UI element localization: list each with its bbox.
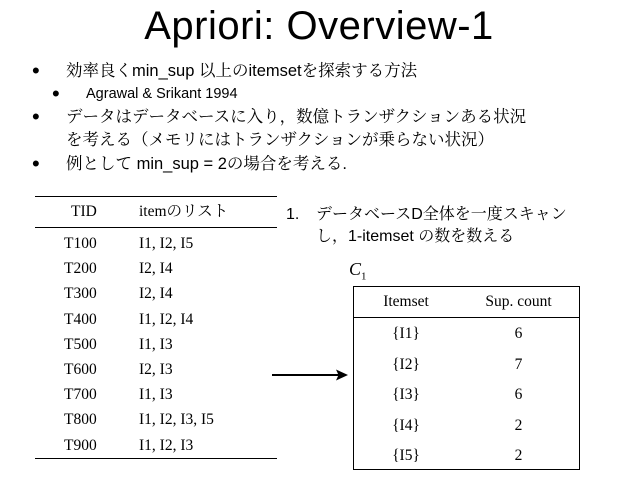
- bullet-list: [30, 60, 630, 176]
- table-row: [35, 307, 277, 332]
- table-row: [35, 256, 277, 281]
- c1-letter: C: [349, 259, 362, 279]
- bullet-text: 効率良くmin_sup 以上のitemsetを探索する方法: [66, 62, 418, 80]
- bullet-text: 例として min_sup = 2の場合を考える.: [66, 155, 348, 173]
- table-row: [354, 350, 579, 381]
- table-row: [35, 281, 277, 306]
- itemset-cell: {I4}: [392, 416, 420, 434]
- itemset-cell: {I1}: [392, 325, 420, 342]
- table-row: [354, 380, 579, 411]
- header-sup-count: Sup. count: [485, 293, 552, 310]
- table-row: [354, 441, 579, 472]
- tid-cell: T700: [64, 386, 97, 404]
- items-cell: I1, I3: [139, 335, 173, 353]
- table-row: [35, 332, 277, 357]
- count-cell: 6: [514, 325, 523, 342]
- c1-subscript: 1: [361, 270, 367, 283]
- table-row: [35, 433, 277, 458]
- tid-cell: T300: [64, 285, 97, 303]
- count-cell: 2: [514, 447, 523, 464]
- header-itemset: Itemset: [383, 293, 429, 310]
- items-cell: I1, I2, I5: [139, 235, 194, 252]
- bullet-text: Agrawal & Srikant 1994: [86, 86, 238, 102]
- sub-bullet-item: [30, 83, 630, 105]
- table-row: [354, 319, 579, 350]
- count-cell: 2: [514, 416, 523, 434]
- c1-header-row: [354, 287, 579, 318]
- items-cell: I1, I2, I4: [139, 310, 194, 328]
- table-row: [35, 231, 277, 256]
- tid-cell: T200: [64, 260, 97, 278]
- table-header-row: [35, 197, 277, 227]
- bullet-continuation: を考える（メモリにはトランザクションが乗らない状況）: [66, 131, 495, 149]
- bullet-item: [30, 106, 630, 128]
- bullet-item: [30, 60, 630, 82]
- itemset-cell: {I3}: [392, 386, 420, 403]
- count-cell: 7: [514, 355, 523, 373]
- table-body: [35, 228, 277, 458]
- itemset-cell: {I2}: [392, 355, 420, 373]
- tid-cell: T400: [64, 310, 97, 328]
- items-cell: I1, I2, I3: [139, 436, 194, 454]
- items-cell: I2, I4: [139, 285, 173, 303]
- items-cell: I1, I3: [139, 386, 173, 404]
- transaction-table: [35, 196, 277, 459]
- header-tid: TID: [71, 203, 97, 220]
- tid-cell: T900: [64, 436, 97, 454]
- tid-cell: T600: [64, 360, 97, 378]
- tid-cell: T100: [64, 235, 97, 252]
- tid-cell: T800: [64, 411, 97, 429]
- items-cell: I1, I2, I3, I5: [139, 411, 214, 429]
- items-cell: I2, I3: [139, 360, 173, 378]
- c1-table-body: [354, 318, 579, 472]
- right-arrow-icon: [270, 368, 350, 382]
- bullet-item: [30, 153, 630, 175]
- bullet-dot-icon: •: [32, 151, 40, 176]
- slide-title: Apriori: Overview-1: [144, 4, 494, 48]
- bullet-text: データはデータベースに入り，数億トランザクションある状況: [66, 108, 527, 126]
- step-text-line2: し，1-itemset の数を数える: [316, 228, 515, 245]
- c1-candidate-table: [353, 286, 580, 470]
- bullet-dot-icon: •: [52, 81, 60, 106]
- table-row: [35, 382, 277, 407]
- table-row: [35, 357, 277, 382]
- tid-cell: T500: [64, 335, 97, 353]
- step-text-line1: データベースD全体を一度スキャン: [316, 206, 567, 223]
- c1-label: [349, 259, 367, 283]
- step-note: [286, 204, 631, 248]
- itemset-cell: {I5}: [392, 447, 420, 464]
- bullet-dot-icon: •: [32, 58, 40, 83]
- table-row: [35, 407, 277, 432]
- table-row: [354, 411, 579, 442]
- header-items: itemのリスト: [139, 203, 229, 220]
- count-cell: 6: [514, 386, 523, 403]
- step-number: 1.: [286, 206, 300, 223]
- table-bottom-rule: [35, 458, 277, 459]
- bullet-dot-icon: •: [32, 104, 40, 129]
- items-cell: I2, I4: [139, 260, 173, 278]
